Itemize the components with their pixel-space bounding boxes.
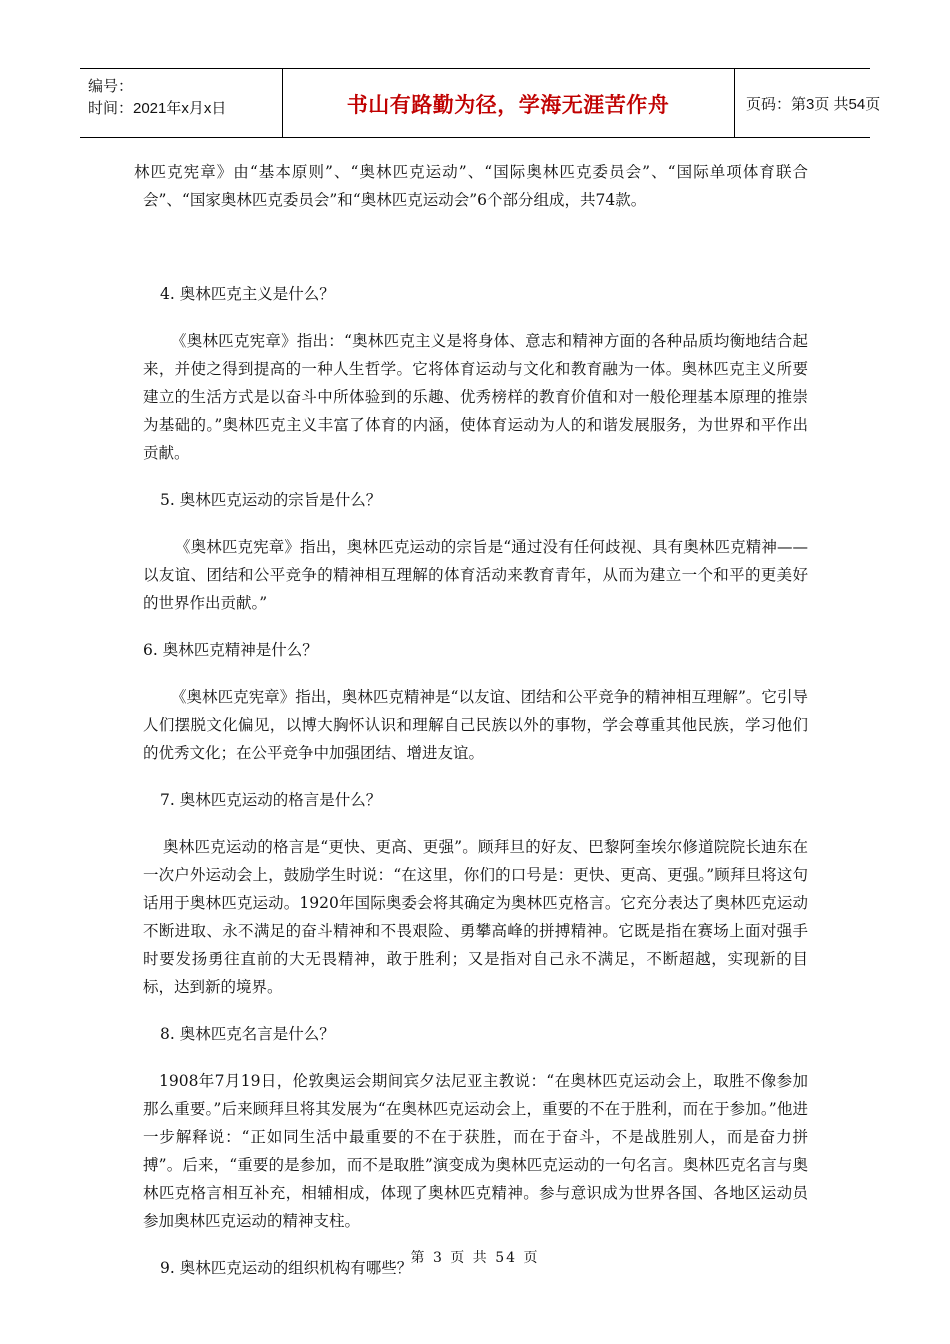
header-right-cell	[734, 69, 881, 137]
question-5: 5. 奥林匹克运动的宗旨是什么？	[160, 491, 382, 509]
document-date: 时间：2021年x月x日	[88, 100, 227, 117]
header-page-info: 页码：第3页 共54页	[746, 96, 881, 113]
answer-7: 奥林匹克运动的格言是“更快、更高、更强”。顾拜旦的好友、巴黎阿奎埃尔修道院院长迪东在一次户外运动会上，鼓励学生时说：“在这里，你们的口号是：更快、更高、更强。”顾拜旦将这句话用于奥林匹克运动。1920年国际奥委会将其确定为奥林匹克格言。它充分表达了奥林匹克运动不断进取、永不满足的奋斗精神和不畏艰险、勇攀高峰的拼搏精神。它既是指在赛场上面对强手时要发扬勇往直前的大无畏精神，敢于胜利；又是指对自己永不满足，不断超越，实现新的目标，达到新的境界。	[143, 838, 808, 996]
answer-5: 《奥林匹克宪章》指出，奥林匹克运动的宗旨是“通过没有任何歧视、具有奥林匹克精神——以友谊、团结和公平竞争的精神相互理解的体育活动来教育青年，从而为建立一个和平的更美好的世界作出贡献。”	[143, 538, 808, 612]
header-motto: 书山有路勤为径，学海无涯苦作舟	[346, 93, 670, 117]
question-6: 6. 奥林匹克精神是什么？	[143, 641, 318, 659]
page-header	[80, 68, 881, 138]
document-body	[134, 158, 808, 1282]
paragraph-continued: 林匹克宪章》由“基本原则”、“奥林匹克运动”、“国际奥林匹克委员会”、“国际单项体育联合会”、“国家奥林匹克委员会”和“奥林匹克运动会”6个部分组成，共74款。	[134, 163, 808, 209]
answer-8: 1908年7月19日，伦敦奥运会期间宾夕法尼亚主教说：“在奥林匹克运动会上，取胜不像参加那么重要。”后来顾拜旦将其发展为“在奥林匹克运动会上，重要的不在于胜利，而在于参加。”他进一步解释说：“正如同生活中最重要的不在于获胜，而在于奋斗，不是战胜别人，而是奋力拼搏”。后来，“重要的是参加，而不是取胜”演变成为奥林匹克运动的一句名言。奥林匹克名言与奥林匹克格言相互补充，相辅相成，体现了奥林匹克精神。参与意识成为世界各国、各地区运动员参加奥林匹克运动的精神支柱。	[143, 1072, 808, 1230]
question-8: 8. 奥林匹克名言是什么？	[160, 1025, 335, 1043]
page-footer: 第 3 页 共 54 页	[410, 1250, 540, 1266]
answer-4: 《奥林匹克宪章》指出：“奥林匹克主义是将身体、意志和精神方面的各种品质均衡地结合起来，并使之得到提高的一种人生哲学。它将体育运动与文化和教育融为一体。奥林匹克主义所要建立的生活方式是以奋斗中所体验到的乐趣、优秀榜样的教育价值和对一般伦理基本原理的推崇为基础的。”奥林匹克主义丰富了体育的内涵，使体育运动为人的和谐发展服务，为世界和平作出贡献。	[143, 332, 808, 462]
header-left-cell	[80, 69, 283, 137]
question-7: 7. 奥林匹克运动的格言是什么？	[160, 791, 382, 809]
document-number-label: 编号：	[88, 78, 134, 95]
question-9: 9. 奥林匹克运动的组织机构有哪些？	[160, 1259, 413, 1277]
header-middle-cell	[282, 69, 735, 137]
answer-6: 《奥林匹克宪章》指出，奥林匹克精神是“以友谊、团结和公平竞争的精神相互理解”。它引导人们摆脱文化偏见，以博大胸怀认识和理解自己民族以外的事物，学会尊重其他民族，学习他们的优秀文化；在公平竞争中加强团结、增进友谊。	[143, 688, 808, 762]
question-4: 4. 奥林匹克主义是什么？	[160, 285, 335, 303]
